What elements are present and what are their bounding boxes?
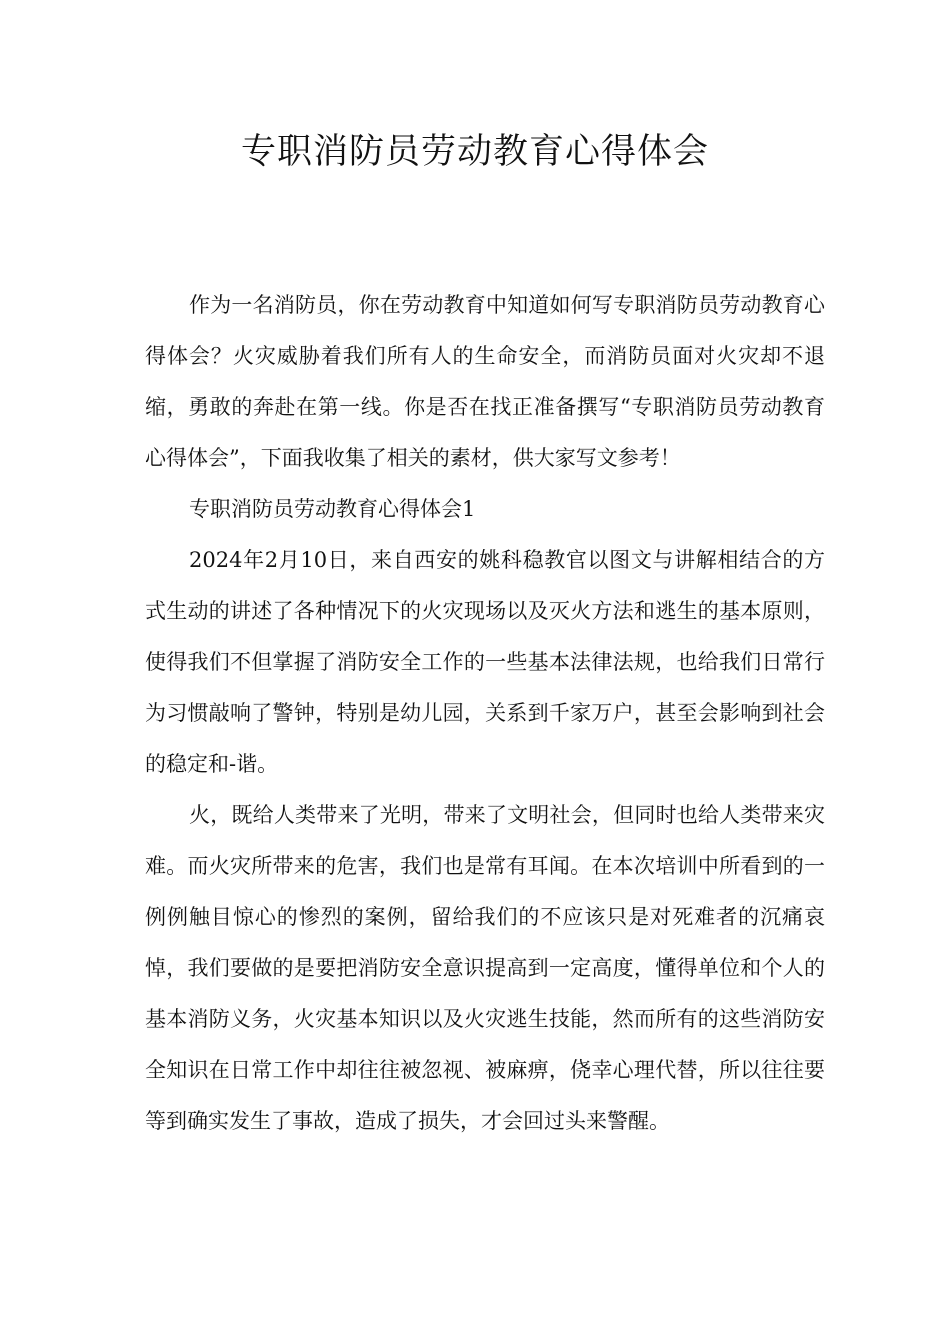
section-heading: 专职消防员劳动教育心得体会1 bbox=[189, 497, 476, 521]
intro-paragraph: 作为一名消防员，你在劳动教育中知道如何写专职消防员劳动教育心得体会？火灾威胁着我们所有人的生命安全，而消防员面对火灾却不退缩，勇敢的奔赴在第一线。你是否在找正准备撰写“专职消防员劳动教育心得体会”，下面我收集了相关的素材，供大家写文参考！ bbox=[145, 293, 825, 470]
body-paragraph: 火，既给人类带来了光明，带来了文明社会，但同时也给人类带来灾难。而火灾所带来的危害，我们也是常有耳闻。在本次培训中所看到的一例例触目惊心的惨烈的案例，留给我们的不应该只是对死难者的沉痛哀悼，我们要做的是要把消防安全意识提高到一定高度，懂得单位和个人的基本消防义务，火灾基本知识以及火灾逃生技能，然而所有的这些消防安全知识在日常工作中却往往被忽视、被麻痹，侥幸心理代替，所以往往要等到确实发生了事故，造成了损失，才会回过头来警醒。 bbox=[145, 803, 825, 1133]
document-body bbox=[145, 280, 825, 1147]
body-paragraph: 2024年2月10日，来自西安的姚科稳教官以图文与讲解相结合的方式生动的讲述了各种情况下的火灾现场以及灭火方法和逃生的基本原则，使得我们不但掌握了消防安全工作的一些基本法律法规，也给我们日常行为习惯敲响了警钟，特别是幼儿园，关系到千家万户，甚至会影响到社会的稳定和-谐。 bbox=[145, 548, 825, 776]
document-title: 专职消防员劳动教育心得体会 bbox=[240, 132, 709, 172]
